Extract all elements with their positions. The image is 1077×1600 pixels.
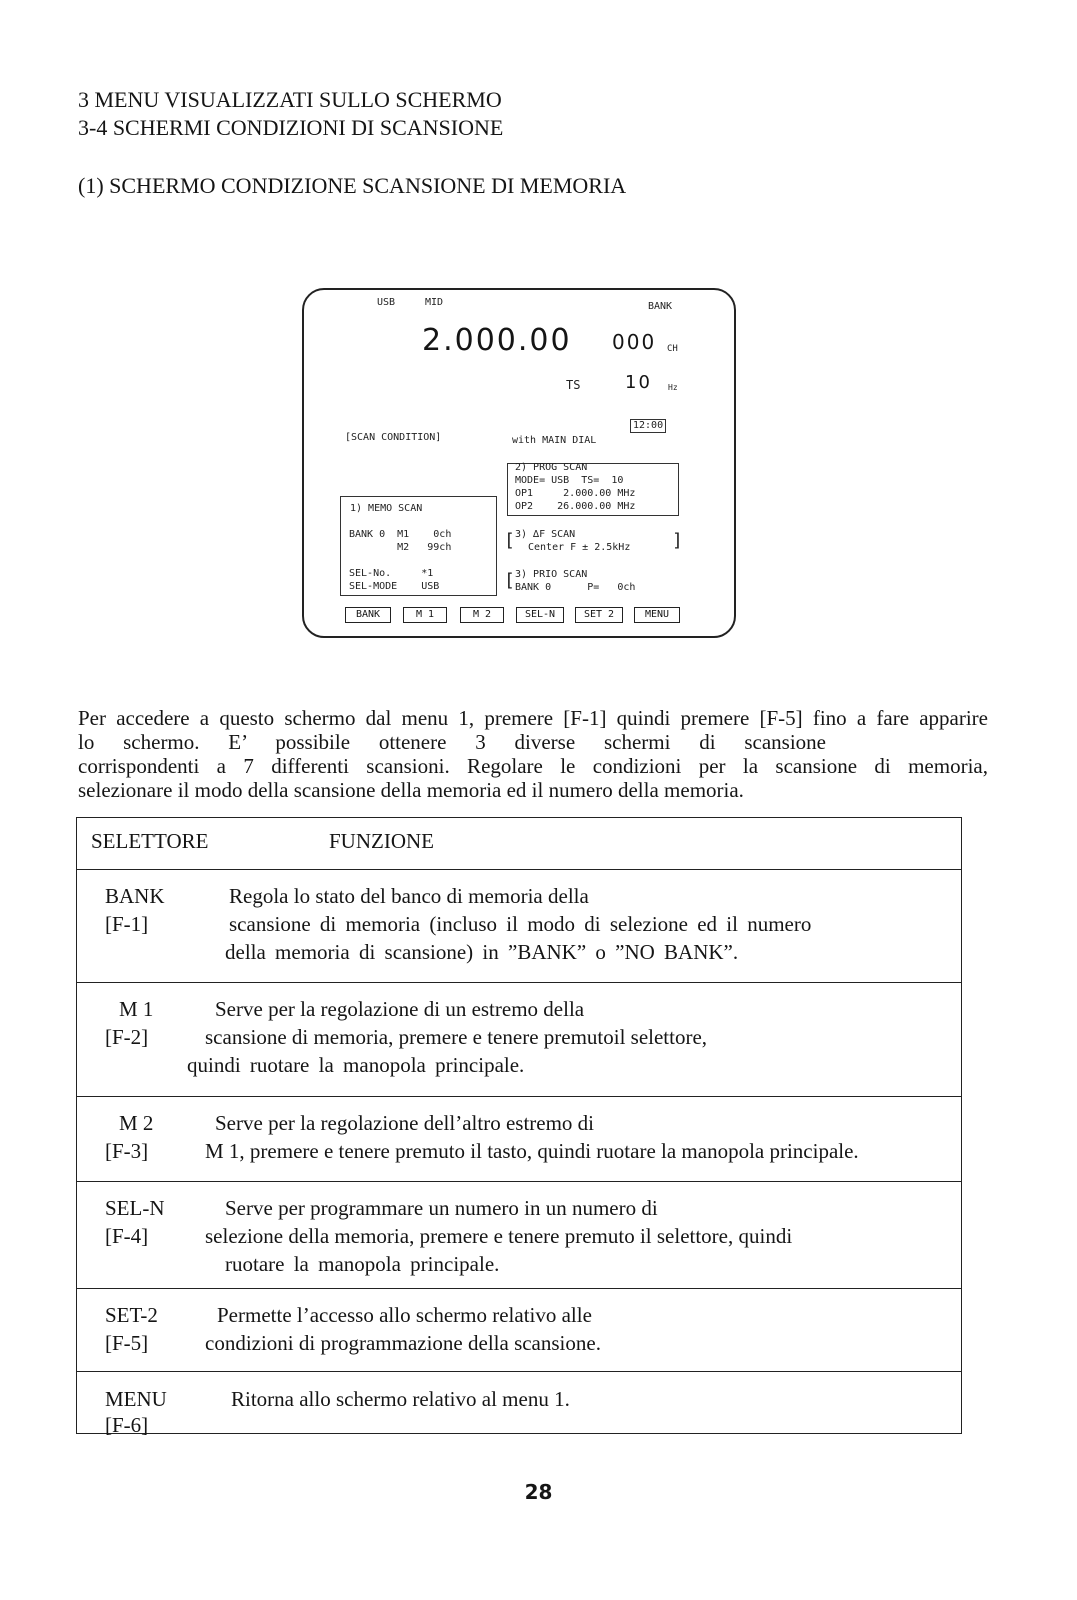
table-divider (77, 1181, 961, 1182)
memo-scan-sel-mode-line: SEL-MODE USB (349, 581, 440, 592)
table-row-text: Regola lo stato del banco di memoria della (229, 884, 589, 908)
memo-scan-m2-line: M2 99ch (349, 542, 452, 553)
df-scan-bracket-right: ] (672, 530, 683, 551)
prio-scan-bank-line: BANK 0 P= 0ch (515, 582, 636, 593)
lcd-channel: 000 (612, 330, 657, 354)
table-divider (77, 869, 961, 870)
subsection-heading: (1) SCHERMO CONDIZIONE SCANSIONE DI MEMORIA (78, 173, 627, 198)
intro-line: Per accedere a questo schermo dal menu 1, premere [F-1] quindi premere [F-5] fino a fare apparire (78, 706, 988, 730)
fkey-bank: BANK (345, 607, 391, 623)
prog-scan-mode-line: MODE= USB TS= 10 (515, 475, 624, 486)
intro-line: corrispondenti a 7 differenti scansioni. Regolare le condizioni per la scansione di memoria, (78, 754, 988, 778)
memo-scan-sel-no-line: SEL-No. *1 (349, 568, 434, 579)
table-row-key: M 1 (119, 997, 154, 1021)
table-divider (77, 982, 961, 983)
table-divider (77, 1371, 961, 1372)
lcd-ts-value: 10 (625, 372, 652, 393)
memo-scan-title: 1) MEMO SCAN (350, 503, 423, 514)
table-row-text: della memoria di scansione) in ”BANK” o ”NO BANK”. (225, 940, 739, 964)
table-row-key: BANK (105, 884, 165, 908)
table-row-key: MENU (105, 1387, 167, 1411)
table-row-fkey: [F-4] (105, 1224, 149, 1248)
table-divider (77, 1288, 961, 1289)
lcd-ts-label: TS (566, 378, 581, 392)
chapter-heading: 3 MENU VISUALIZZATI SULLO SCHERMO (78, 87, 502, 112)
intro-line: selezionare il modo della scansione della memoria ed il numero della memoria. (78, 778, 744, 802)
table-header-selector: SELETTORE (91, 829, 209, 853)
fkey-m2: M 2 (460, 607, 504, 623)
lcd-clock: 12:00 (630, 419, 666, 433)
table-row-key: SET-2 (105, 1303, 158, 1327)
table-row-text: condizioni di programmazione della scansione. (205, 1331, 601, 1355)
lcd-scan-condition: [SCAN CONDITION] (345, 432, 442, 443)
table-row-text: Serve per la regolazione dell’altro estremo di (215, 1111, 595, 1135)
table-row-text: M 1, premere e tenere premuto il tasto, quindi ruotare la manopola principale. (205, 1139, 859, 1163)
prio-scan-bracket-left: [ (504, 570, 515, 591)
prog-scan-op2-line: OP2 26.000.00 MHz (515, 501, 636, 512)
prio-scan-title: 3) PRIO SCAN (515, 569, 588, 580)
table-row-text: selezione della memoria, premere e tenere premuto il selettore, quindi (205, 1224, 793, 1248)
table-row-text: Serve per programmare un numero in un numero di (225, 1196, 658, 1220)
lcd-ts-unit: Hz (668, 383, 678, 392)
page-number: 28 (524, 1480, 553, 1504)
table-row-text: Serve per la regolazione di un estremo della (215, 997, 585, 1021)
table-row-fkey: [F-6] (105, 1413, 149, 1437)
table-row-text: Permette l’accesso allo schermo relativo alle (217, 1303, 592, 1327)
fkey-m1: M 1 (403, 607, 447, 623)
table-row-text: Ritorna allo schermo relativo al menu 1. (231, 1387, 570, 1411)
table-row-fkey: [F-5] (105, 1331, 149, 1355)
df-scan-title: 3) ∆F SCAN (515, 529, 576, 540)
df-scan-center-line: Center F ± 2.5kHz (528, 542, 631, 553)
table-row-key: M 2 (119, 1111, 154, 1135)
table-row-text: ruotare la manopola principale. (225, 1252, 500, 1276)
lcd-mode: USB (377, 297, 396, 308)
table-header-function: FUNZIONE (329, 829, 434, 853)
intro-line: lo schermo. E’ possibile ottenere 3 diverse schermi di scansione (78, 730, 826, 754)
table-row-text: quindi ruotare la manopola principale. (187, 1053, 525, 1077)
table-row-text: scansione di memoria, premere e tenere premutoil selettore, (205, 1025, 708, 1049)
lcd-bank-indicator: BANK (648, 301, 673, 312)
intro-paragraph (78, 706, 988, 802)
fkey-menu: MENU (634, 607, 680, 623)
lcd-channel-unit: CH (667, 344, 678, 354)
section-heading: 3-4 SCHERMI CONDIZIONI DI SCANSIONE (78, 115, 504, 140)
table-row-key: SEL-N (105, 1196, 165, 1220)
table-row-fkey: [F-3] (105, 1139, 149, 1163)
fkey-set2: SET 2 (575, 607, 623, 623)
lcd-agc: MID (425, 297, 444, 308)
table-divider (77, 1096, 961, 1097)
selector-table (76, 817, 962, 1437)
lcd-with-main-dial: with MAIN DIAL (512, 435, 597, 446)
df-scan-bracket-left: [ (504, 530, 515, 551)
table-row-fkey: [F-2] (105, 1025, 149, 1049)
fkey-sel-n: SEL-N (516, 607, 564, 623)
prog-scan-title: 2) PROG SCAN (515, 462, 588, 473)
memo-scan-bank-line: BANK 0 M1 0ch (349, 529, 452, 540)
prog-scan-op1-line: OP1 2.000.00 MHz (515, 488, 636, 499)
lcd-frequency: 2.000.00 (422, 323, 572, 358)
table-row-text: scansione di memoria (incluso il modo di selezione ed il numero (229, 912, 812, 936)
table-row-fkey: [F-1] (105, 912, 149, 936)
